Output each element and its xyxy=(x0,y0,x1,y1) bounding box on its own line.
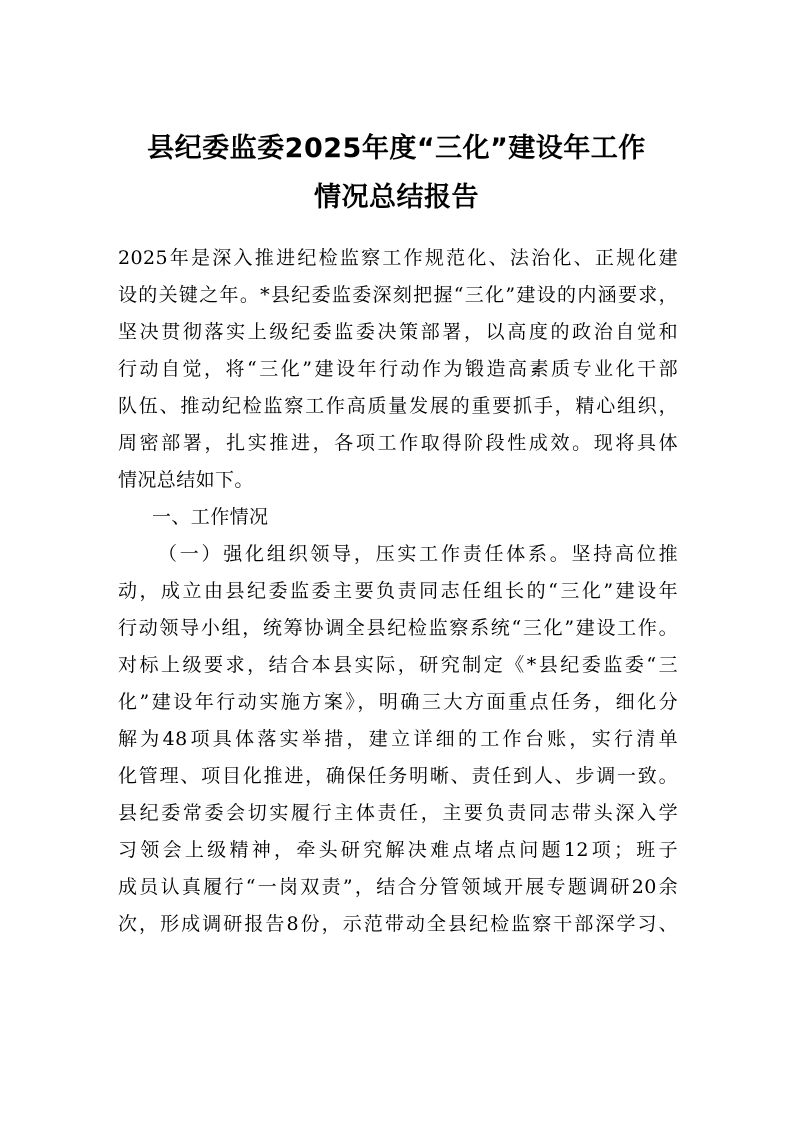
intro-line: 队伍、推动纪检监察工作高质量发展的重要抓手，精心组织， xyxy=(118,395,678,417)
section1-line: 解为48项具体落实举措，建立详细的工作台账，实行清单 xyxy=(118,728,678,750)
document-title-line-2: 情况总结报告 xyxy=(314,182,479,213)
section-heading: 一、工作情况 xyxy=(152,506,269,528)
section1-line: 化管理、项目化推进，确保任务明晰、责任到人、步调一致。 xyxy=(118,765,678,787)
section1-line: 对标上级要求，结合本县实际，研究制定《*县纪委监委“三 xyxy=(118,654,678,676)
section1-line: 动，成立由县纪委监委主要负责同志任组长的“三化”建设年 xyxy=(118,580,678,602)
section1-line: 习领会上级精神，牵头研究解决难点堵点问题12项；班子 xyxy=(118,839,678,861)
section1-line: 次，形成调研报告8份，示范带动全县纪检监察干部深学习、 xyxy=(118,913,678,935)
section1-line: （一）强化组织领导，压实工作责任体系。坚持高位推 xyxy=(158,543,678,565)
intro-line: 2025年是深入推进纪检监察工作规范化、法治化、正规化建 xyxy=(118,247,678,269)
section1-line: 成员认真履行“一岗双责”，结合分管领域开展专题调研20余 xyxy=(118,876,678,898)
intro-line: 情况总结如下。 xyxy=(118,469,254,491)
section1-line: 化”建设年行动实施方案》，明确三大方面重点任务，细化分 xyxy=(118,691,678,713)
intro-line: 周密部署，扎实推进，各项工作取得阶段性成效。现将具体 xyxy=(118,432,678,454)
intro-line: 设的关键之年。*县纪委监委深刻把握“三化”建设的内涵要求， xyxy=(118,284,678,306)
document-title-line-1: 县纪委监委2025年度“三化”建设年工作 xyxy=(147,133,646,164)
intro-line: 坚决贯彻落实上级纪委监委决策部署，以高度的政治自觉和 xyxy=(118,321,678,343)
intro-line: 行动自觉，将“三化”建设年行动作为锻造高素质专业化干部 xyxy=(118,358,678,380)
section1-line: 行动领导小组，统筹协调全县纪检监察系统“三化”建设工作。 xyxy=(118,617,678,639)
section1-line: 县纪委常委会切实履行主体责任，主要负责同志带头深入学 xyxy=(118,802,678,824)
